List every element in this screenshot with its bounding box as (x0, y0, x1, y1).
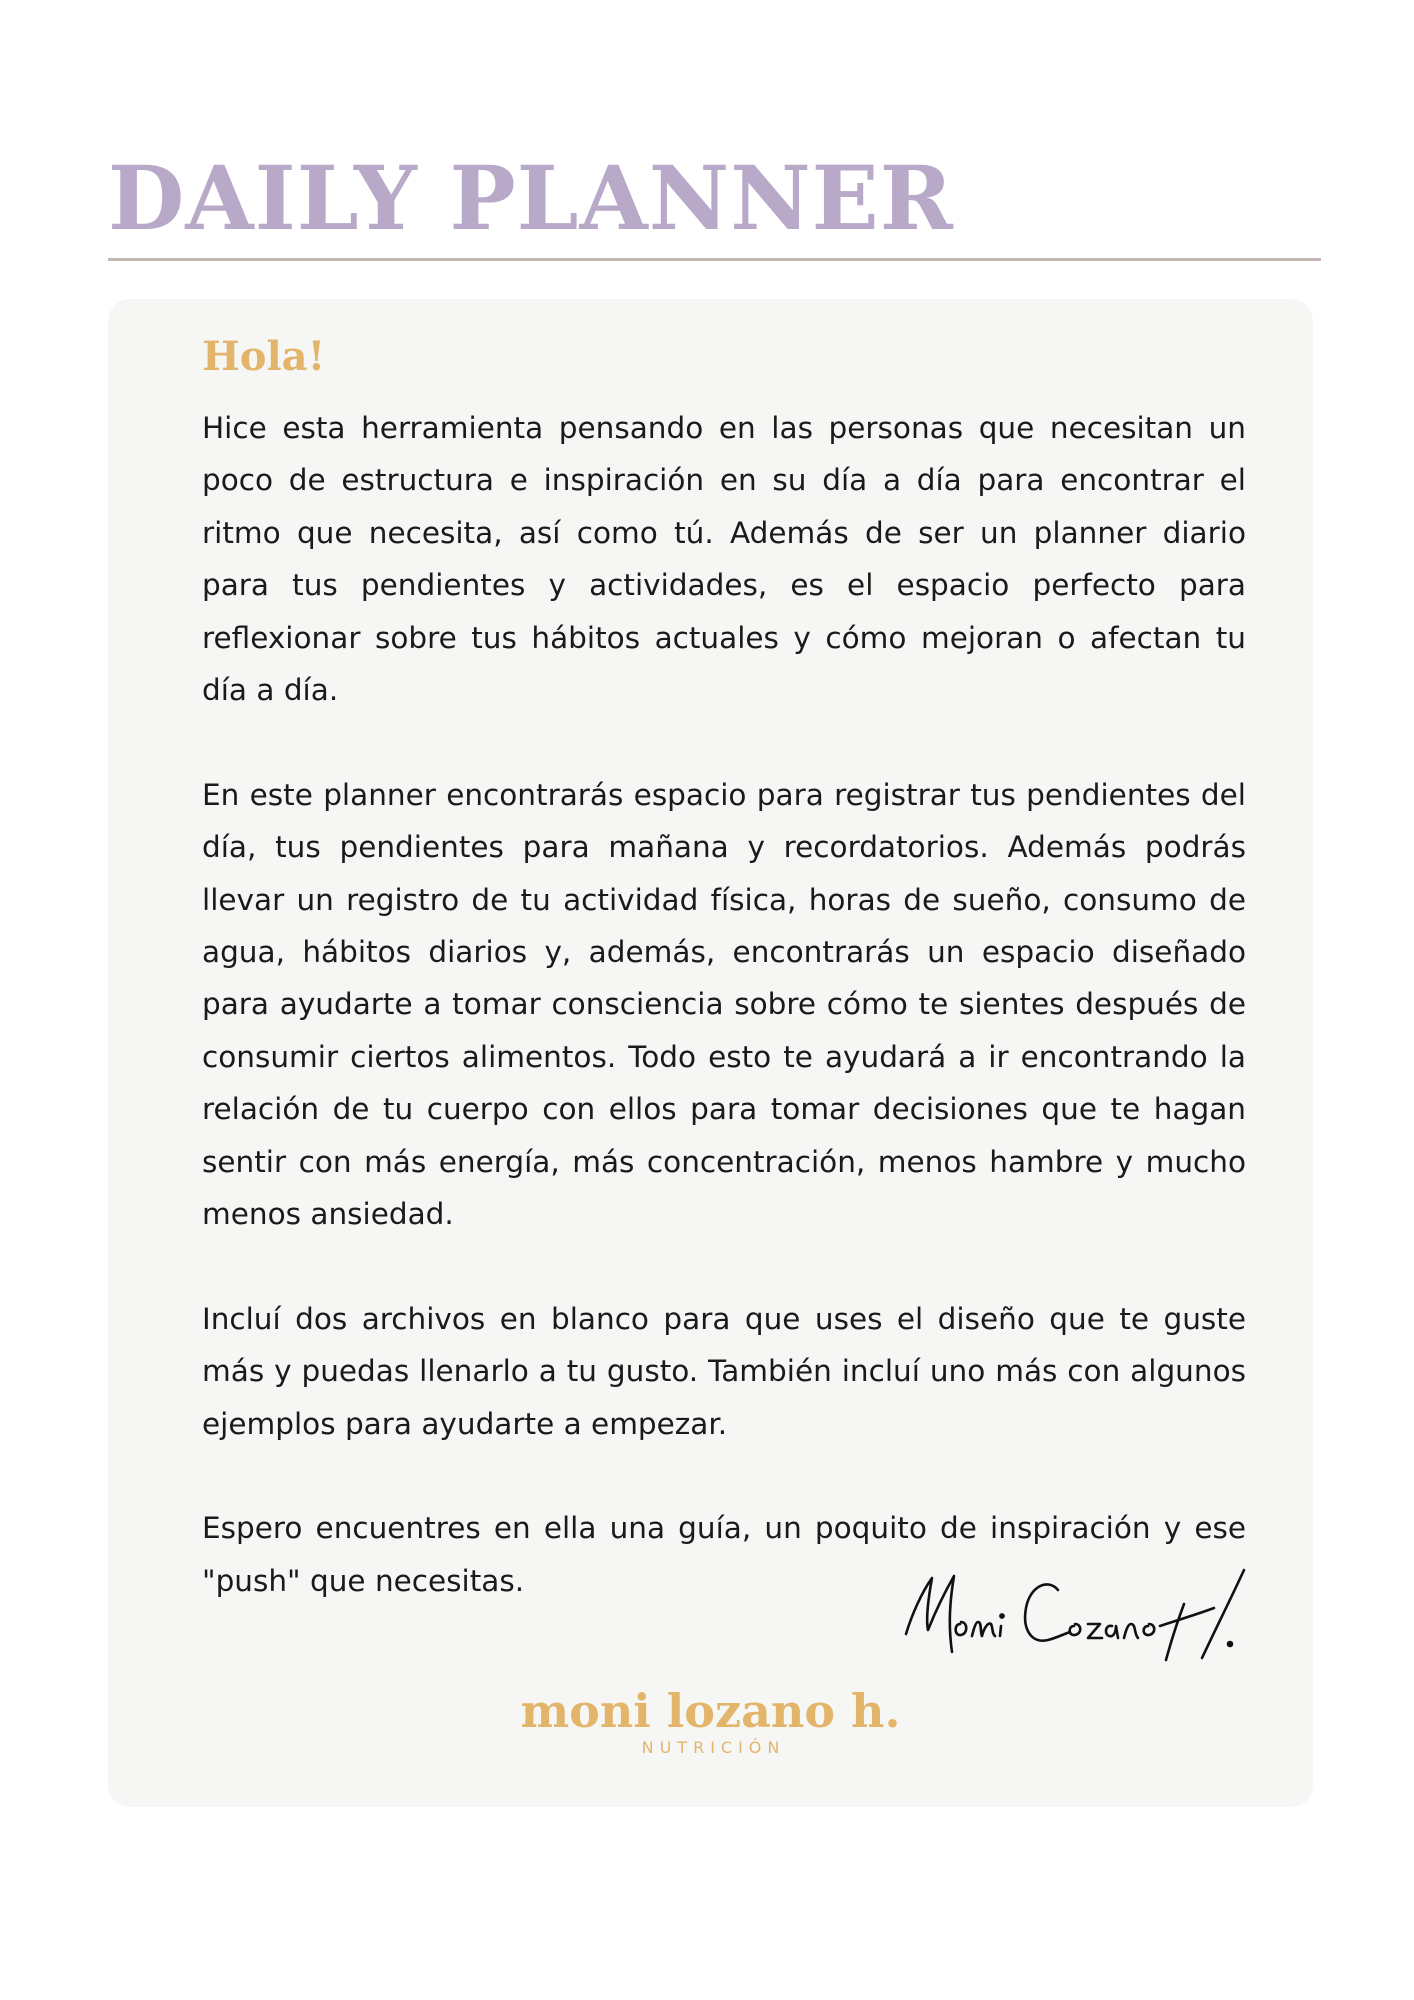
brand-tagline: NUTRICIÓN (641, 1738, 786, 1757)
title-divider (108, 258, 1321, 261)
letter-paragraph-3: Incluí dos archivos en blanco para que uses el diseño que te guste más y puedas llenarlo a tu gusto. También incluí uno más con algunos ejemplos para ayudarte a empezar. (202, 1301, 1246, 1441)
letter-paragraph-2: En este planner encontrarás espacio para registrar tus pendientes del día, tus pendientes para mañana y recordatorios. Además podrás llevar un registro de tu actividad física, horas de sueño, consumo de agua, hábitos diarios y, además, encontrarás un espacio diseñado para ayudarte a tomar consciencia sobre cómo te sientes después de consumir ciertos alimentos. Todo esto te ayudará a ir encontrando la relación de tu cuerpo con ellos para tomar decisiones que te hagan sentir con más energía, más concentración, menos hambre y mucho menos ansiedad. (202, 777, 1246, 1232)
letter-body (202, 402, 1246, 1607)
brand-name: moni lozano h. (520, 1684, 901, 1738)
letter-card (108, 299, 1313, 1807)
brand-logo (108, 1684, 1313, 1760)
letter-paragraph-4: Espero encuentres en ella una guía, un poquito de inspiración y ese "push" que necesitas. (202, 1511, 1246, 1598)
signature (898, 1564, 1278, 1664)
page-title: DAILY PLANNER (108, 146, 954, 250)
letter-paragraph-1: Hice esta herramienta pensando en las personas que necesitan un poco de estructura e inspiración en su día a día para encontrar el ritmo que necesita, así como tú. Además de ser un planner diario para tus pendientes y actividades, es el espacio perfecto para reflexionar sobre tus hábitos actuales y cómo mejoran o afectan tu día a día. (202, 411, 1246, 708)
greeting-heading: Hola! (202, 333, 326, 380)
